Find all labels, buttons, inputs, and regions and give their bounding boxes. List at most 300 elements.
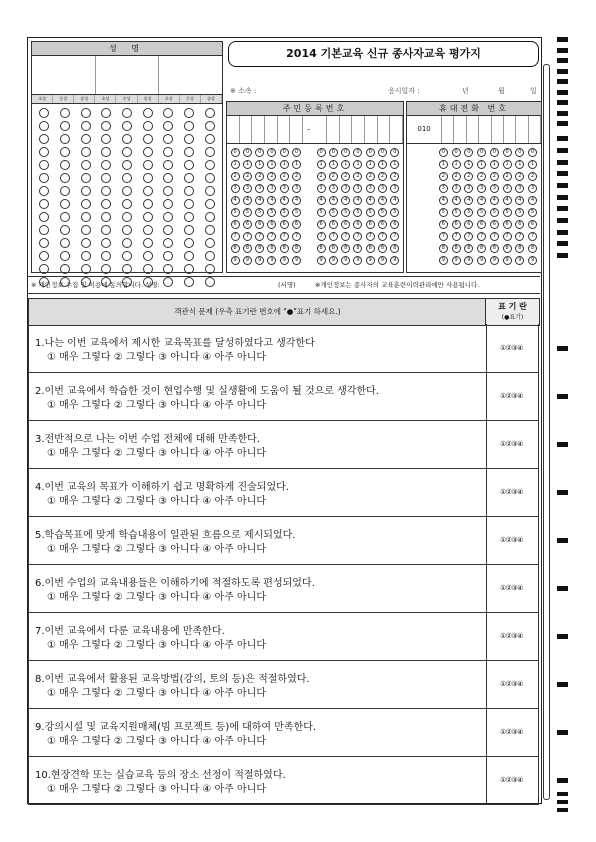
name-bubble[interactable] <box>184 108 194 118</box>
phone-cell[interactable] <box>442 116 454 143</box>
digit-bubble[interactable]: 6 <box>341 220 350 229</box>
digit-bubble[interactable]: 0 <box>341 148 350 157</box>
name-bubble[interactable] <box>39 225 49 235</box>
phone-cell[interactable] <box>492 116 504 143</box>
name-bubble[interactable] <box>143 199 153 209</box>
digit-bubble[interactable]: 6 <box>231 220 240 229</box>
digit-bubble[interactable]: 6 <box>292 220 301 229</box>
digit-bubble[interactable]: 1 <box>390 160 399 169</box>
digit-bubble[interactable]: 6 <box>267 220 276 229</box>
digit-bubble[interactable]: 2 <box>255 172 264 181</box>
digit-bubble[interactable]: 1 <box>292 160 301 169</box>
digit-bubble[interactable]: 2 <box>366 172 375 181</box>
digit-bubble[interactable]: 7 <box>378 232 387 241</box>
digit-bubble[interactable]: 2 <box>280 172 289 181</box>
digit-bubble[interactable]: 4 <box>231 196 240 205</box>
digit-bubble[interactable]: 4 <box>280 196 289 205</box>
digit-bubble[interactable]: 1 <box>255 160 264 169</box>
name-bubble[interactable] <box>60 173 70 183</box>
digit-bubble[interactable]: 3 <box>503 184 512 193</box>
digit-bubble[interactable]: 1 <box>280 160 289 169</box>
name-bubble[interactable] <box>81 264 91 274</box>
name-bubble[interactable] <box>122 147 132 157</box>
digit-bubble[interactable]: 6 <box>452 220 461 229</box>
digit-bubble[interactable]: 8 <box>267 244 276 253</box>
digit-bubble[interactable]: 7 <box>341 232 350 241</box>
digit-bubble[interactable]: 7 <box>255 232 264 241</box>
digit-bubble[interactable]: 9 <box>366 256 375 265</box>
digit-bubble[interactable]: 3 <box>464 184 473 193</box>
digit-bubble[interactable]: 7 <box>490 232 499 241</box>
name-write-cells[interactable] <box>32 56 222 95</box>
name-bubble[interactable] <box>143 160 153 170</box>
digit-bubble[interactable]: 6 <box>503 220 512 229</box>
name-bubble[interactable] <box>101 264 111 274</box>
digit-bubble[interactable]: 4 <box>477 196 486 205</box>
phone-digit-bubbles[interactable] <box>407 144 541 268</box>
name-bubble[interactable] <box>81 251 91 261</box>
answer-bubbles[interactable]: ①②③④ <box>485 564 539 613</box>
digit-bubble[interactable]: 5 <box>243 208 252 217</box>
digit-bubble[interactable]: 2 <box>243 172 252 181</box>
digit-bubble[interactable]: 0 <box>255 148 264 157</box>
digit-bubble[interactable]: 0 <box>452 148 461 157</box>
name-bubble[interactable] <box>122 160 132 170</box>
name-bubble[interactable] <box>122 199 132 209</box>
signature-label[interactable]: (서명) <box>278 281 296 289</box>
digit-bubble[interactable]: 7 <box>317 232 326 241</box>
id-cell[interactable] <box>378 116 391 143</box>
answer-bubbles[interactable]: ①②③④ <box>485 468 539 517</box>
name-bubble[interactable] <box>39 134 49 144</box>
digit-bubble[interactable]: 5 <box>353 208 362 217</box>
name-bubble[interactable] <box>81 212 91 222</box>
digit-bubble[interactable]: 3 <box>280 184 289 193</box>
name-bubble[interactable] <box>101 173 111 183</box>
name-bubble[interactable] <box>101 108 111 118</box>
digit-bubble[interactable]: 9 <box>390 256 399 265</box>
digit-bubble[interactable]: 3 <box>292 184 301 193</box>
digit-bubble[interactable]: 3 <box>528 184 537 193</box>
name-bubble[interactable] <box>39 147 49 157</box>
name-bubble[interactable] <box>184 160 194 170</box>
name-bubble[interactable] <box>60 160 70 170</box>
name-bubble[interactable] <box>39 251 49 261</box>
digit-bubble[interactable]: 1 <box>477 160 486 169</box>
digit-bubble[interactable]: 1 <box>329 160 338 169</box>
digit-bubble[interactable]: 8 <box>515 244 524 253</box>
digit-bubble[interactable]: 2 <box>490 172 499 181</box>
name-bubble[interactable] <box>143 186 153 196</box>
digit-bubble[interactable]: 9 <box>255 256 264 265</box>
name-bubble[interactable] <box>163 199 173 209</box>
digit-bubble[interactable]: 8 <box>353 244 362 253</box>
digit-bubble[interactable]: 7 <box>452 232 461 241</box>
digit-bubble[interactable]: 0 <box>366 148 375 157</box>
digit-bubble[interactable]: 2 <box>267 172 276 181</box>
digit-bubble[interactable]: 1 <box>341 160 350 169</box>
name-bubble[interactable] <box>60 134 70 144</box>
digit-bubble[interactable]: 6 <box>528 220 537 229</box>
name-bubble[interactable] <box>81 121 91 131</box>
name-bubble[interactable] <box>122 238 132 248</box>
name-bubble[interactable] <box>60 108 70 118</box>
id-cell[interactable] <box>265 116 278 143</box>
name-bubble[interactable] <box>205 160 215 170</box>
digit-bubble[interactable]: 5 <box>255 208 264 217</box>
digit-bubble[interactable]: 6 <box>243 220 252 229</box>
name-bubble[interactable] <box>163 108 173 118</box>
digit-bubble[interactable]: 0 <box>503 148 512 157</box>
id-cell[interactable] <box>290 116 303 143</box>
digit-bubble[interactable]: 4 <box>390 196 399 205</box>
phone-cell[interactable] <box>467 116 479 143</box>
digit-bubble[interactable]: 4 <box>329 196 338 205</box>
digit-bubble[interactable]: 9 <box>528 256 537 265</box>
digit-bubble[interactable]: 9 <box>503 256 512 265</box>
name-bubble[interactable] <box>163 121 173 131</box>
digit-bubble[interactable]: 0 <box>243 148 252 157</box>
name-bubble[interactable] <box>163 225 173 235</box>
phone-cell[interactable] <box>454 116 466 143</box>
name-bubble[interactable] <box>205 199 215 209</box>
digit-bubble[interactable]: 4 <box>353 196 362 205</box>
name-bubble-grid[interactable] <box>32 104 222 290</box>
name-bubble[interactable] <box>81 173 91 183</box>
digit-bubble[interactable]: 0 <box>353 148 362 157</box>
phone-write-cells[interactable] <box>407 116 541 144</box>
digit-bubble[interactable]: 5 <box>280 208 289 217</box>
name-bubble[interactable] <box>60 186 70 196</box>
digit-bubble[interactable]: 2 <box>439 172 448 181</box>
digit-bubble[interactable]: 2 <box>353 172 362 181</box>
name-bubble[interactable] <box>122 108 132 118</box>
digit-bubble[interactable]: 8 <box>280 244 289 253</box>
name-bubble[interactable] <box>81 134 91 144</box>
name-bubble[interactable] <box>101 121 111 131</box>
name-bubble[interactable] <box>101 160 111 170</box>
name-bubble[interactable] <box>163 186 173 196</box>
digit-bubble[interactable]: 6 <box>515 220 524 229</box>
name-bubble[interactable] <box>205 225 215 235</box>
name-bubble[interactable] <box>143 212 153 222</box>
answer-bubbles[interactable]: ①②③④ <box>485 660 539 709</box>
name-bubble[interactable] <box>39 173 49 183</box>
digit-bubble[interactable]: 3 <box>452 184 461 193</box>
digit-bubble[interactable]: 2 <box>292 172 301 181</box>
digit-bubble[interactable]: 8 <box>528 244 537 253</box>
digit-bubble[interactable]: 3 <box>378 184 387 193</box>
digit-bubble[interactable]: 0 <box>477 148 486 157</box>
digit-bubble[interactable]: 9 <box>378 256 387 265</box>
name-bubble[interactable] <box>184 225 194 235</box>
digit-bubble[interactable]: 1 <box>503 160 512 169</box>
digit-bubble[interactable]: 4 <box>464 196 473 205</box>
name-bubble[interactable] <box>122 173 132 183</box>
name-bubble[interactable] <box>205 147 215 157</box>
phone-cell[interactable] <box>479 116 491 143</box>
digit-bubble[interactable]: 0 <box>464 148 473 157</box>
id-cell[interactable]: – <box>306 125 311 133</box>
name-bubble[interactable] <box>122 225 132 235</box>
digit-bubble[interactable]: 7 <box>366 232 375 241</box>
digit-bubble[interactable]: 6 <box>353 220 362 229</box>
digit-bubble[interactable]: 4 <box>528 196 537 205</box>
name-bubble[interactable] <box>205 238 215 248</box>
digit-bubble[interactable]: 8 <box>452 244 461 253</box>
digit-bubble[interactable]: 9 <box>477 256 486 265</box>
name-bubble[interactable] <box>205 121 215 131</box>
digit-bubble[interactable]: 9 <box>280 256 289 265</box>
digit-bubble[interactable]: 5 <box>439 208 448 217</box>
digit-bubble[interactable]: 1 <box>452 160 461 169</box>
digit-bubble[interactable]: 3 <box>341 184 350 193</box>
digit-bubble[interactable]: 5 <box>378 208 387 217</box>
digit-bubble[interactable]: 1 <box>490 160 499 169</box>
digit-bubble[interactable]: 2 <box>390 172 399 181</box>
digit-bubble[interactable]: 0 <box>329 148 338 157</box>
digit-bubble[interactable]: 8 <box>329 244 338 253</box>
name-bubble[interactable] <box>122 264 132 274</box>
digit-bubble[interactable]: 2 <box>378 172 387 181</box>
name-bubble[interactable] <box>184 173 194 183</box>
digit-bubble[interactable]: 5 <box>503 208 512 217</box>
digit-bubble[interactable]: 8 <box>243 244 252 253</box>
id-cell[interactable] <box>390 116 403 143</box>
digit-bubble[interactable]: 6 <box>390 220 399 229</box>
name-bubble[interactable] <box>205 108 215 118</box>
digit-bubble[interactable]: 6 <box>317 220 326 229</box>
digit-bubble[interactable]: 6 <box>366 220 375 229</box>
id-cell[interactable] <box>352 116 365 143</box>
name-bubble[interactable] <box>122 212 132 222</box>
name-bubble[interactable] <box>101 225 111 235</box>
digit-bubble[interactable]: 8 <box>317 244 326 253</box>
digit-bubble[interactable]: 5 <box>464 208 473 217</box>
name-bubble[interactable] <box>81 108 91 118</box>
digit-bubble[interactable]: 9 <box>490 256 499 265</box>
digit-bubble[interactable]: 1 <box>439 160 448 169</box>
digit-bubble[interactable]: 1 <box>464 160 473 169</box>
digit-bubble[interactable]: 3 <box>243 184 252 193</box>
digit-bubble[interactable]: 7 <box>267 232 276 241</box>
name-bubble[interactable] <box>184 134 194 144</box>
digit-bubble[interactable]: 1 <box>515 160 524 169</box>
digit-bubble[interactable]: 3 <box>390 184 399 193</box>
name-bubble[interactable] <box>205 134 215 144</box>
name-bubble[interactable] <box>205 264 215 274</box>
digit-bubble[interactable]: 6 <box>329 220 338 229</box>
name-bubble[interactable] <box>143 147 153 157</box>
name-bubble[interactable] <box>101 186 111 196</box>
name-bubble[interactable] <box>101 238 111 248</box>
digit-bubble[interactable]: 5 <box>329 208 338 217</box>
digit-bubble[interactable]: 1 <box>231 160 240 169</box>
digit-bubble[interactable]: 5 <box>267 208 276 217</box>
digit-bubble[interactable]: 9 <box>464 256 473 265</box>
digit-bubble[interactable]: 3 <box>255 184 264 193</box>
digit-bubble[interactable]: 9 <box>341 256 350 265</box>
digit-bubble[interactable]: 3 <box>439 184 448 193</box>
digit-bubble[interactable]: 1 <box>366 160 375 169</box>
answer-bubbles[interactable]: ①②③④ <box>485 756 539 805</box>
name-bubble[interactable] <box>143 108 153 118</box>
digit-bubble[interactable]: 0 <box>490 148 499 157</box>
name-bubble[interactable] <box>60 121 70 131</box>
phone-cell[interactable] <box>516 116 528 143</box>
name-bubble[interactable] <box>81 238 91 248</box>
name-bubble[interactable] <box>39 121 49 131</box>
name-bubble[interactable] <box>205 186 215 196</box>
digit-bubble[interactable]: 7 <box>477 232 486 241</box>
digit-bubble[interactable]: 0 <box>231 148 240 157</box>
name-bubble[interactable] <box>163 147 173 157</box>
digit-bubble[interactable]: 3 <box>267 184 276 193</box>
digit-bubble[interactable]: 9 <box>353 256 362 265</box>
digit-bubble[interactable]: 4 <box>490 196 499 205</box>
digit-bubble[interactable]: 9 <box>329 256 338 265</box>
digit-bubble[interactable]: 5 <box>490 208 499 217</box>
name-bubble[interactable] <box>39 238 49 248</box>
digit-bubble[interactable]: 5 <box>292 208 301 217</box>
digit-bubble[interactable]: 1 <box>317 160 326 169</box>
digit-bubble[interactable]: 8 <box>292 244 301 253</box>
digit-bubble[interactable]: 2 <box>515 172 524 181</box>
id-cell[interactable] <box>227 116 240 143</box>
digit-bubble[interactable]: 4 <box>243 196 252 205</box>
phone-cell[interactable] <box>529 116 541 143</box>
digit-bubble[interactable]: 0 <box>267 148 276 157</box>
digit-bubble[interactable]: 8 <box>464 244 473 253</box>
name-bubble[interactable] <box>101 212 111 222</box>
digit-bubble[interactable]: 5 <box>528 208 537 217</box>
phone-cell[interactable] <box>504 116 516 143</box>
digit-bubble[interactable]: 9 <box>317 256 326 265</box>
digit-bubble[interactable]: 7 <box>528 232 537 241</box>
digit-bubble[interactable]: 7 <box>439 232 448 241</box>
digit-bubble[interactable]: 5 <box>231 208 240 217</box>
digit-bubble[interactable]: 5 <box>341 208 350 217</box>
name-bubble[interactable] <box>122 251 132 261</box>
digit-bubble[interactable]: 1 <box>353 160 362 169</box>
name-bubble[interactable] <box>81 225 91 235</box>
digit-bubble[interactable]: 2 <box>341 172 350 181</box>
digit-bubble[interactable]: 8 <box>390 244 399 253</box>
name-bubble[interactable] <box>81 199 91 209</box>
digit-bubble[interactable]: 3 <box>329 184 338 193</box>
digit-bubble[interactable]: 7 <box>503 232 512 241</box>
id-cell[interactable] <box>252 116 265 143</box>
digit-bubble[interactable]: 7 <box>292 232 301 241</box>
digit-bubble[interactable]: 0 <box>292 148 301 157</box>
digit-bubble[interactable]: 4 <box>255 196 264 205</box>
name-bubble[interactable] <box>184 199 194 209</box>
digit-bubble[interactable]: 2 <box>528 172 537 181</box>
digit-bubble[interactable]: 3 <box>353 184 362 193</box>
answer-bubbles[interactable]: ①②③④ <box>485 372 539 421</box>
id-digit-bubbles[interactable] <box>227 144 403 268</box>
digit-bubble[interactable]: 2 <box>329 172 338 181</box>
name-bubble[interactable] <box>184 251 194 261</box>
digit-bubble[interactable]: 6 <box>378 220 387 229</box>
id-cell[interactable] <box>327 116 340 143</box>
name-bubble[interactable] <box>163 251 173 261</box>
digit-bubble[interactable]: 3 <box>515 184 524 193</box>
id-cell[interactable] <box>365 116 378 143</box>
name-bubble[interactable] <box>81 160 91 170</box>
digit-bubble[interactable]: 7 <box>329 232 338 241</box>
digit-bubble[interactable]: 1 <box>528 160 537 169</box>
digit-bubble[interactable]: 4 <box>503 196 512 205</box>
name-bubble[interactable] <box>101 251 111 261</box>
name-bubble[interactable] <box>143 225 153 235</box>
digit-bubble[interactable]: 4 <box>439 196 448 205</box>
name-bubble[interactable] <box>39 212 49 222</box>
name-bubble[interactable] <box>122 134 132 144</box>
digit-bubble[interactable]: 4 <box>452 196 461 205</box>
digit-bubble[interactable]: 5 <box>390 208 399 217</box>
name-bubble[interactable] <box>143 121 153 131</box>
digit-bubble[interactable]: 3 <box>317 184 326 193</box>
digit-bubble[interactable]: 1 <box>243 160 252 169</box>
name-bubble[interactable] <box>39 199 49 209</box>
digit-bubble[interactable]: 2 <box>503 172 512 181</box>
digit-bubble[interactable]: 8 <box>255 244 264 253</box>
digit-bubble[interactable]: 3 <box>490 184 499 193</box>
name-bubble[interactable] <box>143 134 153 144</box>
digit-bubble[interactable]: 0 <box>528 148 537 157</box>
id-write-cells[interactable] <box>227 116 403 144</box>
name-bubble[interactable] <box>163 238 173 248</box>
digit-bubble[interactable]: 8 <box>378 244 387 253</box>
name-bubble[interactable] <box>101 147 111 157</box>
digit-bubble[interactable]: 8 <box>503 244 512 253</box>
answer-bubbles[interactable]: ①②③④ <box>485 708 539 757</box>
name-bubble[interactable] <box>122 121 132 131</box>
id-cell[interactable] <box>340 116 353 143</box>
digit-bubble[interactable]: 2 <box>452 172 461 181</box>
digit-bubble[interactable]: 6 <box>464 220 473 229</box>
digit-bubble[interactable]: 4 <box>378 196 387 205</box>
digit-bubble[interactable]: 2 <box>231 172 240 181</box>
name-bubble[interactable] <box>143 251 153 261</box>
answer-bubbles[interactable]: ①②③④ <box>485 324 539 373</box>
digit-bubble[interactable]: 9 <box>292 256 301 265</box>
answer-bubbles[interactable]: ①②③④ <box>485 420 539 469</box>
name-bubble[interactable] <box>184 121 194 131</box>
name-bubble[interactable] <box>205 173 215 183</box>
digit-bubble[interactable]: 6 <box>490 220 499 229</box>
name-bubble[interactable] <box>163 212 173 222</box>
digit-bubble[interactable]: 9 <box>243 256 252 265</box>
digit-bubble[interactable]: 0 <box>378 148 387 157</box>
digit-bubble[interactable]: 5 <box>515 208 524 217</box>
name-bubble[interactable] <box>39 264 49 274</box>
name-bubble[interactable] <box>39 160 49 170</box>
digit-bubble[interactable]: 4 <box>317 196 326 205</box>
digit-bubble[interactable]: 4 <box>292 196 301 205</box>
name-bubble[interactable] <box>143 238 153 248</box>
digit-bubble[interactable]: 0 <box>317 148 326 157</box>
digit-bubble[interactable]: 5 <box>477 208 486 217</box>
name-bubble[interactable] <box>122 186 132 196</box>
digit-bubble[interactable]: 9 <box>267 256 276 265</box>
digit-bubble[interactable]: 8 <box>477 244 486 253</box>
name-bubble[interactable] <box>39 186 49 196</box>
digit-bubble[interactable]: 8 <box>439 244 448 253</box>
digit-bubble[interactable]: 0 <box>390 148 399 157</box>
digit-bubble[interactable]: 0 <box>439 148 448 157</box>
